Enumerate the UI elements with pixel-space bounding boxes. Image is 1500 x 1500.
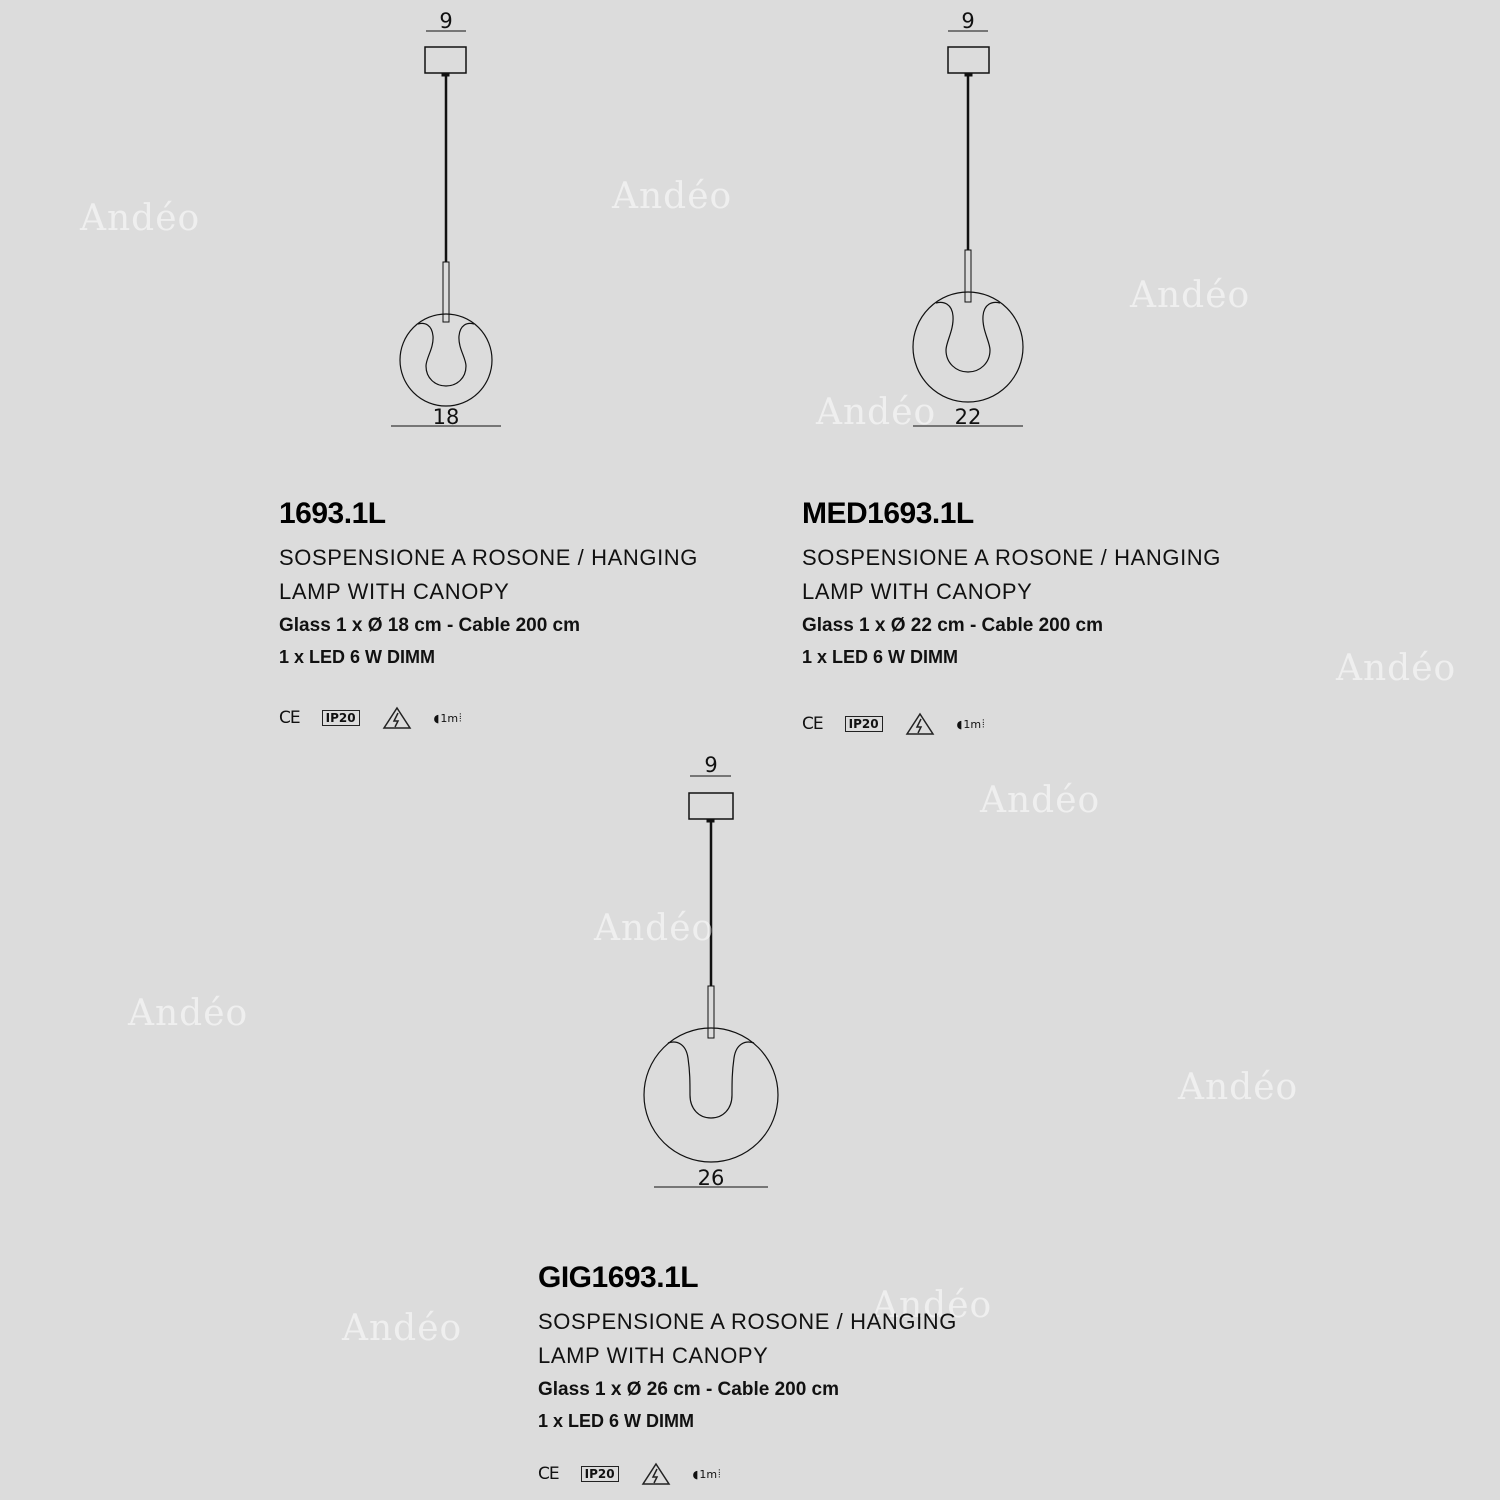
watermark: Andéo [1336, 648, 1457, 689]
canopy-dimension: 9 [961, 9, 975, 33]
product-1693 [279, 497, 698, 730]
watermark: Andéo [816, 392, 937, 433]
product-code: MED1693.1L [802, 497, 974, 530]
glass-dimension: 26 [697, 1166, 725, 1190]
lamp-holder [965, 250, 971, 302]
class-warning-icon [905, 712, 935, 736]
lamp-drawing-gig1693 [644, 753, 778, 1190]
class-warning-icon [641, 1462, 671, 1486]
cert-icons [279, 706, 698, 730]
ce-mark-icon: CE [538, 1464, 559, 1484]
ce-mark-icon: CE [802, 714, 823, 734]
glass-sphere [400, 314, 492, 406]
glass-spec: Glass 1 x Ø 26 cm - Cable 200 cm [538, 1379, 840, 1400]
product-med1693 [802, 497, 1221, 736]
watermark: Andéo [612, 176, 733, 217]
product-description-line2: LAMP WITH CANOPY [802, 579, 1033, 604]
ce-mark-icon: CE [279, 708, 300, 728]
canopy-dimension: 9 [704, 753, 718, 777]
watermark: Andéo [980, 780, 1101, 821]
lamp-drawing-1693 [391, 9, 501, 429]
canopy [425, 47, 466, 73]
glass-dimension: 18 [432, 405, 460, 429]
product-code: GIG1693.1L [538, 1261, 699, 1294]
watermark: Andéo [594, 908, 715, 949]
watermark: Andéo [128, 993, 249, 1034]
glass-spec: Glass 1 x Ø 22 cm - Cable 200 cm [802, 615, 1104, 636]
product-description-line1: SOSPENSIONE A ROSONE / HANGING [538, 1309, 957, 1334]
lamp-drawing-med1693 [913, 9, 1023, 429]
ip20-icon: IP20 [581, 1466, 619, 1482]
led-spec: 1 x LED 6 W DIMM [802, 647, 959, 667]
canopy [948, 47, 989, 73]
canopy-dimension: 9 [439, 9, 453, 33]
watermark: Andéo [342, 1308, 463, 1349]
watermark: Andéo [80, 198, 201, 239]
glass-spec: Glass 1 x Ø 18 cm - Cable 200 cm [279, 615, 581, 636]
product-code: 1693.1L [279, 497, 386, 530]
class-warning-icon [382, 706, 412, 730]
ip20-icon: IP20 [845, 716, 883, 732]
product-description-line2: LAMP WITH CANOPY [538, 1343, 769, 1368]
glass-sphere [644, 1028, 778, 1162]
cert-icons [802, 712, 1221, 736]
watermark: Andéo [1178, 1067, 1299, 1108]
product-description-line1: SOSPENSIONE A ROSONE / HANGING [279, 545, 698, 570]
distance-1m-icon: ◖ 1m ⦙ [692, 1467, 721, 1481]
watermark: Andéo [872, 1285, 993, 1326]
ip20-icon: IP20 [322, 710, 360, 726]
led-spec: 1 x LED 6 W DIMM [538, 1411, 695, 1431]
canopy [689, 793, 733, 819]
cert-icons [538, 1462, 957, 1486]
distance-1m-icon: ◖ 1m ⦙ [433, 711, 462, 725]
glass-dimension: 22 [954, 405, 982, 429]
led-spec: 1 x LED 6 W DIMM [279, 647, 436, 667]
lamp-holder [443, 262, 449, 322]
product-description-line2: LAMP WITH CANOPY [279, 579, 510, 604]
product-description-line1: SOSPENSIONE A ROSONE / HANGING [802, 545, 1221, 570]
product-gig1693 [538, 1261, 957, 1486]
watermark: Andéo [1130, 275, 1251, 316]
distance-1m-icon: ◖ 1m ⦙ [956, 717, 985, 731]
lamp-holder [708, 986, 714, 1038]
glass-sphere [913, 292, 1023, 402]
